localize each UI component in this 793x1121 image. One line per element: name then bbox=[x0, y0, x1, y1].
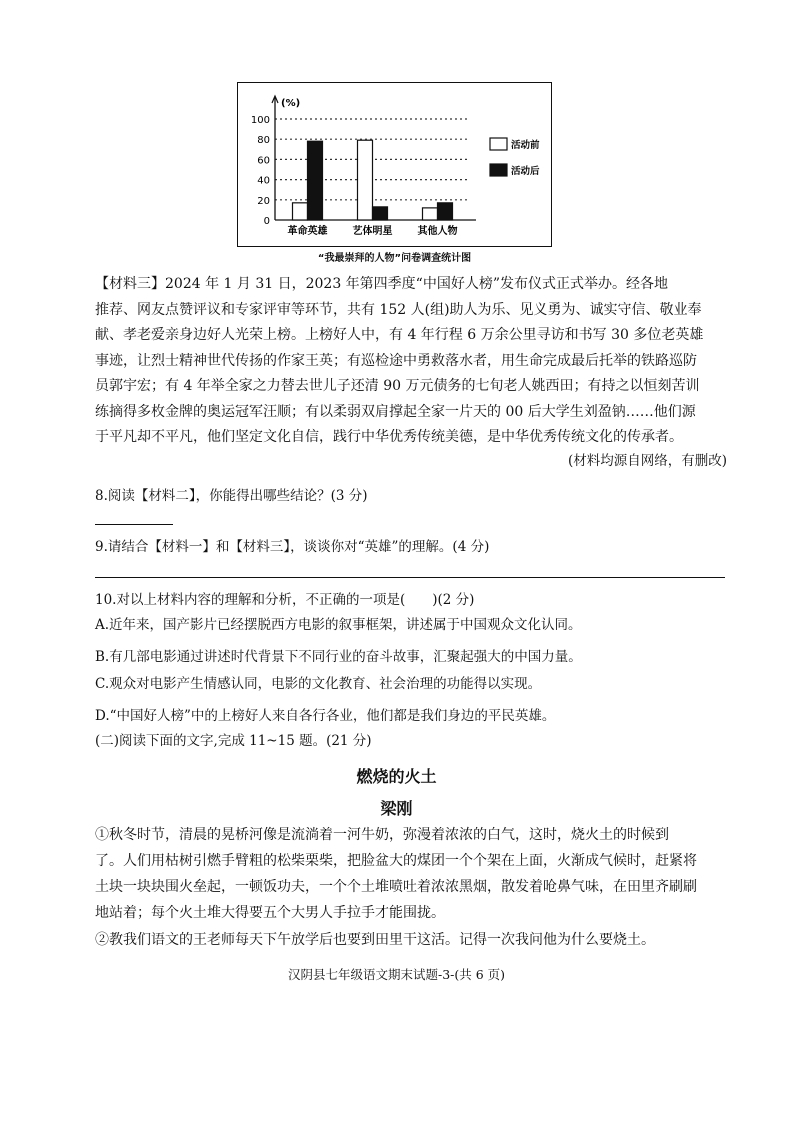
section-two-heading: (二)阅读下面的文字,完成 11~15 题。(21 分) bbox=[95, 733, 372, 749]
x-tick-label: 艺体明星 bbox=[352, 226, 393, 237]
material-three-line: 【材料三】2024 年 1 月 31 日，2023 年第四季度“中国好人榜”发布仪式正式举办。经各地 bbox=[95, 276, 668, 292]
legend-swatch bbox=[490, 164, 507, 176]
material-three-line: 事迹，让烈士精神世代传扬的作家王英；有巡检途中勇救落水者，用生命完成最后托举的铁路巡防 bbox=[95, 352, 697, 369]
bar-before bbox=[293, 203, 308, 220]
material-three-line: 员郭宇宏；有 4 年举全家之力替去世儿子还清 90 万元债务的七旬老人姚西田；有持之以恒刻苦训 bbox=[95, 378, 700, 394]
y-tick-label: 100 bbox=[250, 115, 270, 126]
essay-line: 地站着；每个火土堆大得要五个大男人手拉手才能围拢。 bbox=[95, 905, 445, 921]
chart-title: “我最崇拜的人物”问卷调查统计图 bbox=[317, 253, 472, 264]
option-b: B.有几部电影通过讲述时代背景下不同行业的奋斗故事，汇聚起强大的中国力量。 bbox=[95, 649, 582, 665]
y-tick-label: 80 bbox=[257, 135, 270, 147]
material-three bbox=[95, 272, 727, 451]
y-tick-label: 60 bbox=[257, 155, 270, 167]
answer-line-q9[interactable] bbox=[95, 577, 725, 578]
x-tick-label: 其他人物 bbox=[417, 226, 458, 237]
chart-canvas bbox=[238, 83, 550, 245]
material-three-line: 练摘得多枚金牌的奥运冠军汪顺；有以柔弱双肩撑起全家一片天的 00 后大学生刘盈钠……他们源 bbox=[95, 403, 696, 420]
legend-label: 活动后 bbox=[511, 166, 540, 177]
material-three-line: 献、孝老爱亲身边好人光荣上榜。上榜好人中，有 4 年行程 6 万余公里寻访和书写 30 多位老英雄 bbox=[95, 327, 704, 343]
bar-before bbox=[358, 140, 373, 220]
bar-chart bbox=[237, 82, 552, 264]
bar-before bbox=[423, 208, 438, 220]
answer-line-q8[interactable] bbox=[95, 524, 173, 525]
page-footer: 汉阴县七年级语文期末试题-3-(共 6 页) bbox=[287, 967, 506, 982]
essay-line: 了。人们用枯树引燃手臂粗的松柴栗柴，把脸盆大的煤团一个个架在上面，火渐成气候时，赶紧将 bbox=[95, 853, 697, 869]
bar-after bbox=[308, 141, 323, 220]
question-9: 9.请结合【材料一】和【材料三】，谈谈你对“英雄”的理解。(4 分) bbox=[95, 539, 490, 555]
y-tick-label: 20 bbox=[257, 195, 270, 207]
y-axis-label: (%) bbox=[281, 98, 301, 109]
legend-swatch bbox=[490, 138, 507, 150]
material-three-line: 于平凡却不平凡，他们坚定文化自信，践行中华优秀传统美德，是中华优秀传统文化的传承者。 bbox=[95, 429, 683, 445]
y-tick-label: 40 bbox=[257, 175, 270, 187]
question-8: 8.阅读【材料二】，你能得出哪些结论？(3 分) bbox=[95, 488, 368, 504]
essay-paragraph-1 bbox=[95, 822, 727, 926]
bar-after bbox=[438, 203, 453, 220]
essay-line: ①秋冬时节，清晨的晃桥河像是流淌着一河牛奶，弥漫着浓浓的白气，这时，烧火土的时候到 bbox=[95, 827, 669, 843]
option-c: C.观众对电影产生情感认同，电影的文化教育、社会治理的功能得以实现。 bbox=[95, 676, 542, 692]
legend-label: 活动前 bbox=[511, 140, 540, 151]
option-d: D.“中国好人榜”中的上榜好人来自各行各业，他们都是我们身边的平民英雄。 bbox=[95, 708, 556, 724]
essay-title: 燃烧的火土 bbox=[356, 767, 437, 786]
material-source: (材料均源自网络，有删改) bbox=[567, 453, 727, 469]
essay-line: 土块一块块围火垒起，一顿饭功夫，一个个土堆喷吐着浓浓黑烟，散发着呛鼻气味，在田里齐刷刷 bbox=[95, 879, 697, 895]
question-10: 10.对以上材料内容的理解和分析，不正确的一项是( )(2 分) bbox=[95, 592, 475, 608]
bar-after bbox=[373, 207, 388, 220]
option-a: A.近年来，国产影片已经摆脱西方电影的叙事框架，讲述属于中国观众文化认同。 bbox=[95, 617, 582, 633]
y-tick-label: 0 bbox=[263, 216, 270, 227]
essay-author: 梁刚 bbox=[380, 799, 413, 818]
material-three-line: 推荐、网友点赞评议和专家评审等环节，共有 152 人(组)助人为乐、见义勇为、诚实守信、敬业奉 bbox=[95, 301, 702, 318]
essay-paragraph-2: ②教我们语文的王老师每天下午放学后也要到田里干这活。记得一次我问他为什么要烧土。 bbox=[95, 932, 655, 948]
x-tick-label: 革命英雄 bbox=[287, 226, 328, 237]
